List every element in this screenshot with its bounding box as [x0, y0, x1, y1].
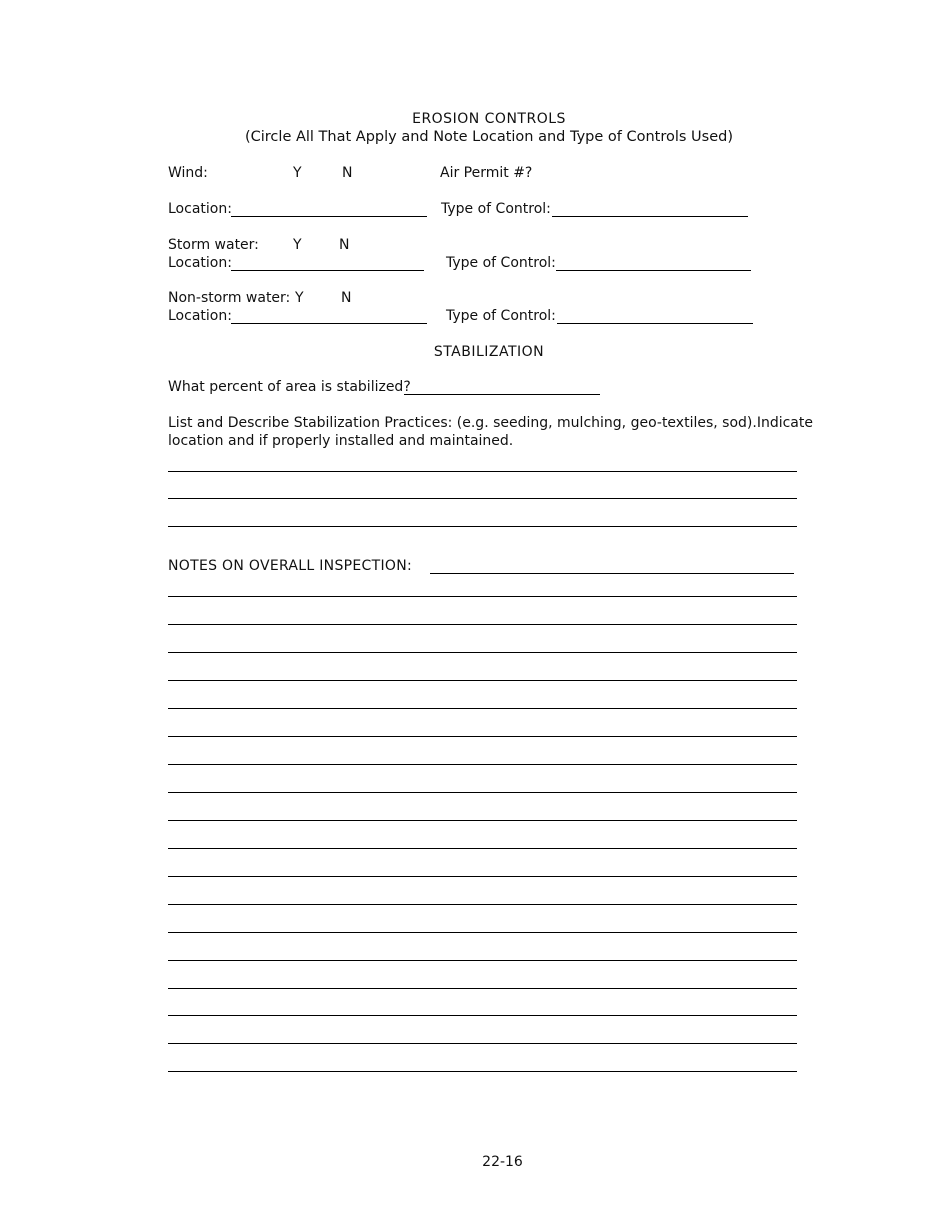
storm-water-location-field[interactable]: [231, 270, 424, 271]
write-in-line[interactable]: [168, 736, 797, 737]
storm-water-location-label: Location:: [168, 255, 232, 271]
write-in-line[interactable]: [168, 988, 797, 989]
section-subtitle: (Circle All That Apply and Note Location and Type of Controls Used): [244, 129, 733, 145]
non-storm-water-label: Non-storm water:: [168, 290, 291, 306]
write-in-line[interactable]: [168, 960, 797, 961]
write-in-line[interactable]: [168, 708, 797, 709]
stabilization-practices-instruction-line2: location and if properly installed and maintained.: [168, 433, 514, 449]
write-in-line[interactable]: [168, 652, 797, 653]
storm-water-label: Storm water:: [168, 237, 259, 253]
stabilization-practices-instruction-line1: List and Describe Stabilization Practices: (e.g. seeding, mulching, geo-textiles, sod).Indicate: [168, 415, 813, 431]
wind-no-option[interactable]: N: [342, 165, 353, 181]
section-title-stabilization: STABILIZATION: [433, 344, 545, 360]
percent-stabilized-field[interactable]: [404, 394, 600, 395]
write-in-line[interactable]: [168, 904, 797, 905]
write-in-line[interactable]: [168, 848, 797, 849]
write-in-line[interactable]: [168, 498, 797, 499]
non-storm-water-location-field[interactable]: [231, 323, 427, 324]
write-in-line[interactable]: [168, 932, 797, 933]
write-in-line[interactable]: [168, 624, 797, 625]
wind-yes-option[interactable]: Y: [293, 165, 302, 181]
wind-type-of-control-label: Type of Control:: [441, 201, 551, 217]
write-in-line[interactable]: [168, 764, 797, 765]
write-in-line[interactable]: [168, 820, 797, 821]
write-in-line[interactable]: [168, 596, 797, 597]
non-storm-water-location-label: Location:: [168, 308, 232, 324]
air-permit-label: Air Permit #?: [440, 165, 533, 181]
notes-label: NOTES ON OVERALL INSPECTION:: [168, 558, 412, 574]
wind-location-field[interactable]: [231, 216, 427, 217]
non-storm-water-yes-option[interactable]: Y: [295, 290, 304, 306]
write-in-line[interactable]: [168, 471, 797, 472]
write-in-line[interactable]: [168, 792, 797, 793]
write-in-line[interactable]: [168, 680, 797, 681]
storm-water-yes-option[interactable]: Y: [293, 237, 302, 253]
wind-type-of-control-field[interactable]: [552, 216, 748, 217]
write-in-line[interactable]: [168, 1043, 797, 1044]
non-storm-water-no-option[interactable]: N: [341, 290, 352, 306]
non-storm-water-type-of-control-field[interactable]: [557, 323, 753, 324]
storm-water-no-option[interactable]: N: [339, 237, 350, 253]
section-title-erosion-controls: EROSION CONTROLS: [412, 111, 566, 127]
storm-water-type-of-control-label: Type of Control:: [446, 255, 556, 271]
wind-label: Wind:: [168, 165, 208, 181]
wind-location-label: Location:: [168, 201, 232, 217]
notes-first-line-field[interactable]: [430, 573, 794, 574]
write-in-line[interactable]: [168, 526, 797, 527]
storm-water-type-of-control-field[interactable]: [556, 270, 751, 271]
write-in-line[interactable]: [168, 1015, 797, 1016]
percent-stabilized-question: What percent of area is stabilized?: [168, 379, 411, 395]
non-storm-water-type-of-control-label: Type of Control:: [446, 308, 556, 324]
page-number: 22-16: [482, 1154, 523, 1170]
write-in-line[interactable]: [168, 876, 797, 877]
write-in-line[interactable]: [168, 1071, 797, 1072]
